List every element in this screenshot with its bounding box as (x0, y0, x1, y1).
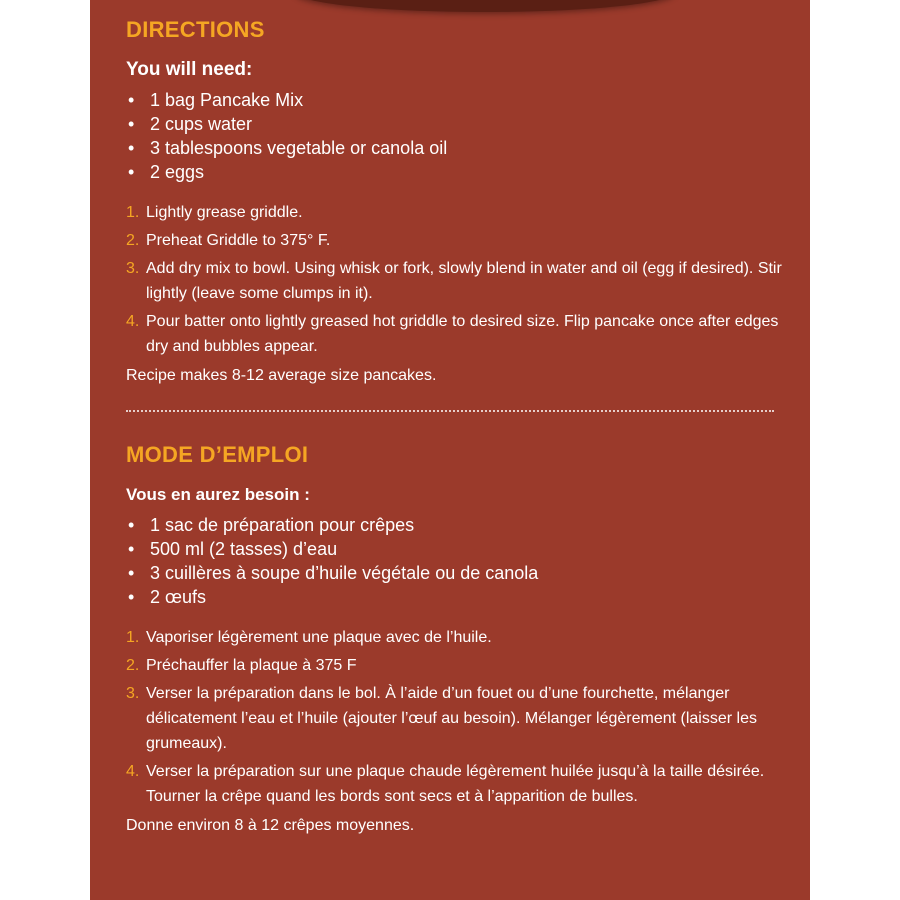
step-number: 2. (126, 232, 140, 249)
english-directions (126, 16, 786, 388)
step-text: Verser la préparation sur une plaque chaude légèrement huilée jusqu’à la taille désirée. Tourner la crêpe quand les bords sont secs et à l’apparition de bulles. (146, 763, 765, 805)
ingredient-text: 3 tablespoons vegetable or canola oil (150, 138, 448, 158)
step-number: 1. (126, 204, 140, 221)
step-text: Preheat Griddle to 375° F. (146, 232, 331, 249)
step-number: 1. (126, 629, 140, 646)
step-text: Add dry mix to bowl. Using whisk or fork, slowly blend in water and oil (egg if desired). Stir lightly (leave some clumps in it). (146, 260, 782, 302)
ingredient-text: 1 sac de préparation pour crêpes (150, 515, 415, 535)
french-directions (126, 441, 786, 838)
bullet-icon: • (128, 114, 135, 134)
step-item (126, 228, 786, 253)
bullet-icon: • (128, 162, 135, 182)
ingredient-text: 2 œufs (150, 587, 207, 607)
step-number: 4. (126, 313, 140, 330)
steps-list (126, 200, 786, 359)
step-text: Pour batter onto lightly greased hot griddle to desired size. Flip pancake once after edges dry and bubbles appear. (146, 313, 779, 355)
step-number: 4. (126, 763, 140, 780)
ingredient-text: 500 ml (2 tasses) d’eau (150, 539, 338, 559)
ingredient-text: 1 bag Pancake Mix (150, 90, 304, 110)
ingredient-text: 3 cuillères à soupe d’huile végétale ou de canola (150, 563, 539, 583)
step-text: Verser la préparation dans le bol. À l’aide d’un fouet ou d’une fourchette, mélanger délicatement l’eau et l’huile (ajouter l’œuf au besoin). Mélanger légèrement (laisser les grumeaux). (146, 685, 757, 752)
recipe-yield: Recipe makes 8-12 average size pancakes. (126, 367, 437, 384)
steps-list (126, 625, 786, 809)
step-item (126, 256, 786, 306)
step-item (126, 625, 786, 650)
directions-heading: DIRECTIONS (126, 17, 265, 42)
list-item (126, 513, 786, 537)
list-item (126, 585, 786, 609)
step-item (126, 653, 786, 678)
list-item (126, 88, 786, 112)
bullet-icon: • (128, 563, 135, 583)
step-item (126, 200, 786, 225)
step-item (126, 681, 786, 756)
bullet-icon: • (128, 539, 135, 559)
bowl-image-edge (295, 0, 675, 12)
directions-panel (90, 0, 810, 900)
step-number: 2. (126, 657, 140, 674)
step-text: Vaporiser légèrement une plaque avec de l’huile. (146, 629, 492, 646)
needs-title: You will need: (126, 59, 253, 80)
list-item (126, 561, 786, 585)
ingredient-text: 2 cups water (150, 114, 253, 134)
list-item (126, 112, 786, 136)
bullet-icon: • (128, 587, 135, 607)
step-text: Lightly grease griddle. (146, 204, 303, 221)
step-item (126, 309, 786, 359)
list-item (126, 136, 786, 160)
ingredients-list (126, 513, 786, 609)
bullet-icon: • (128, 515, 135, 535)
bullet-icon: • (128, 138, 135, 158)
mode-emploi-heading: MODE D’EMPLOI (126, 442, 309, 467)
step-number: 3. (126, 260, 140, 277)
ingredient-text: 2 eggs (150, 162, 205, 182)
step-text: Préchauffer la plaque à 375 F (146, 657, 357, 674)
bullet-icon: • (128, 90, 135, 110)
needs-title: Vous en aurez besoin : (126, 485, 310, 504)
list-item (126, 160, 786, 184)
list-item (126, 537, 786, 561)
recipe-yield: Donne environ 8 à 12 crêpes moyennes. (126, 817, 415, 834)
step-number: 3. (126, 685, 140, 702)
dotted-divider (126, 410, 774, 412)
step-item (126, 759, 786, 809)
ingredients-list (126, 88, 786, 184)
